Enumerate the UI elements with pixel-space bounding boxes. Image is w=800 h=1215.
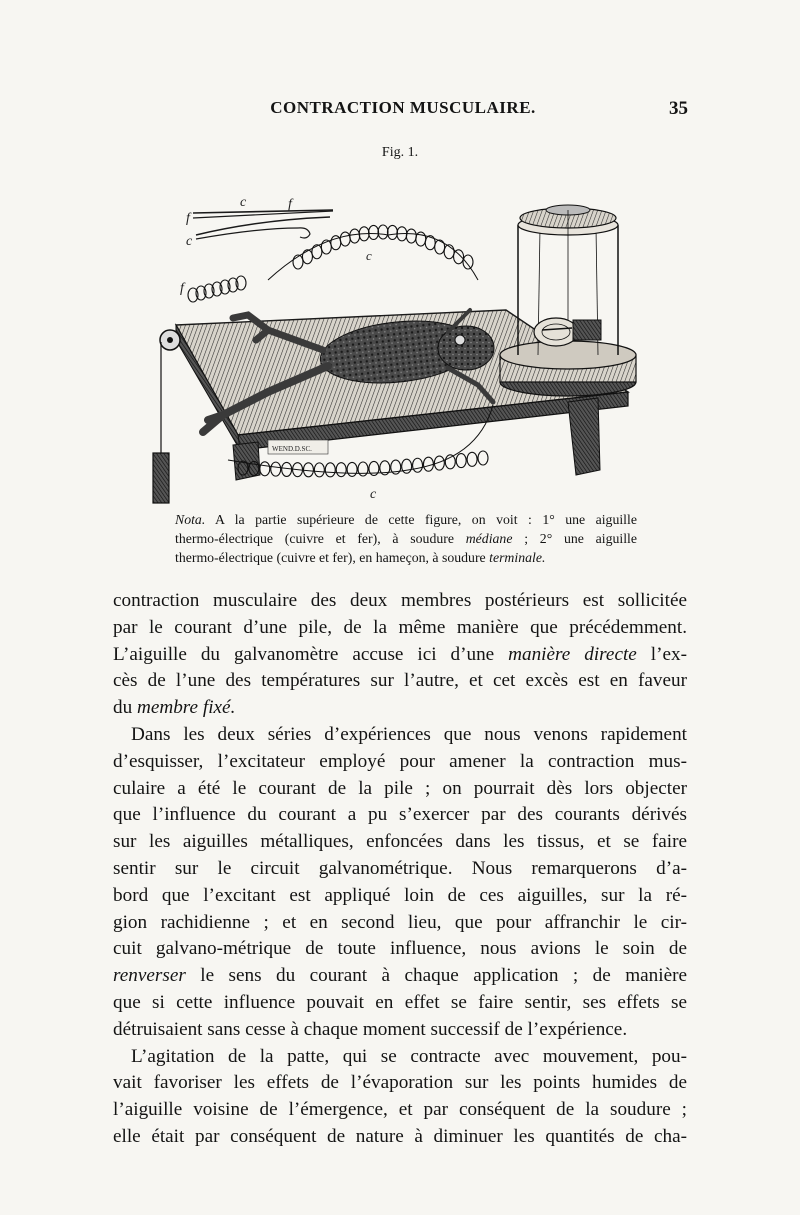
wire-coil-loop: [314, 463, 324, 477]
text-line: d’esquisser, l’excitateur employé pour amener la contraction mus-: [113, 750, 687, 772]
caption-line-1-text: A la partie supérieure de cette figure, on voit : 1° une aiguille: [215, 512, 637, 527]
text-line: sur les aiguilles métalliques, enfoncées dans les tissus, et se faire: [113, 831, 687, 853]
wire-coil-loop: [271, 462, 281, 476]
wire-coil-loop: [406, 229, 416, 243]
coiled-wire-top: [268, 233, 478, 280]
text-line: [113, 642, 687, 669]
caption-text: ; 2° une aiguille: [512, 531, 637, 546]
running-head: [118, 98, 688, 122]
wire-coil-loop: [467, 452, 477, 466]
wire-coil-loop: [425, 236, 435, 250]
wire-coil-loop: [454, 250, 464, 264]
letter-f-1: f: [288, 197, 292, 212]
wire-coil-loop: [336, 463, 346, 477]
wire-coil-loop: [340, 232, 350, 246]
wire-coils-left: [188, 276, 246, 302]
wire-coil-loop: [347, 462, 357, 476]
caption-text: thermo-électrique (cuivre et fer), en hameçon, à soudure: [175, 550, 490, 565]
galvanometer: [500, 205, 636, 396]
text-run: le sens du courant à chaque application ; de manière: [185, 965, 687, 987]
body-text: [113, 588, 687, 1151]
frog-galvanometer-engraving: [148, 170, 660, 505]
wire-coil-loop: [463, 255, 473, 269]
caption-line-3: [175, 548, 637, 567]
wire-coil-loop: [435, 240, 445, 254]
weight: [153, 453, 169, 503]
page-number: 35: [669, 98, 688, 119]
wire-coil-loop: [416, 232, 426, 246]
wire-coil-loop: [387, 225, 397, 239]
text-line: elle était par conséquent de nature à diminuer les quantités de cha-: [113, 1125, 687, 1147]
wire-coil-loop: [260, 462, 270, 476]
text-line: détruisaient sans cesse à chaque moment successif de l’expérience.: [113, 1018, 628, 1040]
letter-c-3: c: [366, 248, 372, 263]
text-line: l’aiguille voisine de l’émergence, et par conséquent de la soudure ;: [113, 1099, 687, 1121]
text-line: que l’influence du courant a pu s’exercer par des courants dérivés: [113, 804, 687, 826]
wire-coil-loop: [282, 462, 292, 476]
text-line: par le courant d’une pile, de la même manière que précédemment.: [113, 616, 687, 638]
letter-f-3: f: [180, 281, 184, 296]
caption-line-1: [175, 510, 637, 529]
text-line: gion rachidienne ; et en second lieu, que pour affranchir le cir-: [113, 911, 687, 933]
text-emphasis: manière directe: [508, 643, 637, 665]
wire-coil-loop: [350, 229, 360, 243]
figure-label: Fig. 1.: [381, 145, 419, 160]
text-line: vait favoriser les effets de l’évaporation sur les points humides de: [113, 1072, 687, 1094]
caption-nota: Nota.: [175, 512, 206, 527]
letter-f-2: f: [186, 211, 190, 226]
text-line: que si cette influence pouvait en effet se faire sentir, ses effets se: [113, 991, 687, 1013]
letter-c-4: c: [370, 487, 377, 502]
caption-emphasis: médiane: [465, 531, 513, 546]
figure-caption: [175, 510, 637, 567]
letter-c-1: c: [240, 195, 247, 210]
wire-coil-loop: [456, 454, 466, 468]
wire-coil-loop: [413, 458, 423, 472]
text-line: bord que l’excitant est appliqué loin de ces aiguilles, sur la ré-: [113, 884, 687, 906]
table-leg-right: [568, 398, 600, 475]
text-emphasis: renverser: [113, 965, 186, 987]
wire-coil-loop: [312, 245, 322, 259]
wire-coils-top: [293, 225, 473, 269]
text-line: [113, 695, 687, 722]
wire-coil-loop: [369, 225, 379, 239]
letter-c-2: c: [186, 234, 193, 249]
text-line: cès de l’une des températures sur l’autre, et cet excès est en faveur: [113, 670, 687, 692]
wire-coil-loop: [325, 463, 335, 477]
caption-text: thermo-électrique (cuivre et fer), à soudure: [175, 531, 466, 546]
engraving-figure: [148, 170, 660, 505]
text-run: L’aiguille du galvanomètre accuse ici d’une: [113, 643, 509, 665]
paragraph-start: L’agitation de la patte, qui se contracte avec mouvement, pou-: [131, 1045, 687, 1067]
wire-coil-loop: [358, 462, 368, 476]
text-run: l’ex-: [636, 643, 687, 665]
text-line: contraction musculaire des deux membres postérieurs est sollicitée: [113, 590, 687, 611]
text-run: du: [113, 697, 137, 719]
wire-coil-loop: [378, 225, 388, 239]
paragraph-start: Dans les deux séries d’expériences que nous venons rapidement: [131, 723, 687, 745]
wire-coil-loop: [303, 463, 313, 477]
text-line: culaire a été le courant de la pile ; on pourrait dès lors objecter: [113, 777, 687, 799]
wire-coil-loop: [402, 459, 412, 473]
text-line: sentir sur le circuit galvanométrique. Nous remarquerons d’a-: [113, 857, 687, 879]
text-line: cuit galvano-métrique de toute influence, nous avions le soin de: [113, 938, 687, 960]
running-title: CONTRACTION MUSCULAIRE.: [270, 98, 536, 117]
wire-coil-loop: [423, 457, 433, 471]
wire-coil-loop: [331, 236, 341, 250]
wire-coil-loop: [302, 250, 312, 264]
caption-emphasis: terminale.: [489, 550, 546, 565]
caption-line-2: [175, 529, 637, 548]
thermo-electric-needles: [193, 210, 333, 239]
text-line: [113, 963, 687, 990]
engraver-mark: WEND.D.SC.: [272, 445, 312, 453]
text-emphasis: membre fixé.: [136, 697, 236, 719]
wire-coil-loop: [478, 451, 488, 465]
